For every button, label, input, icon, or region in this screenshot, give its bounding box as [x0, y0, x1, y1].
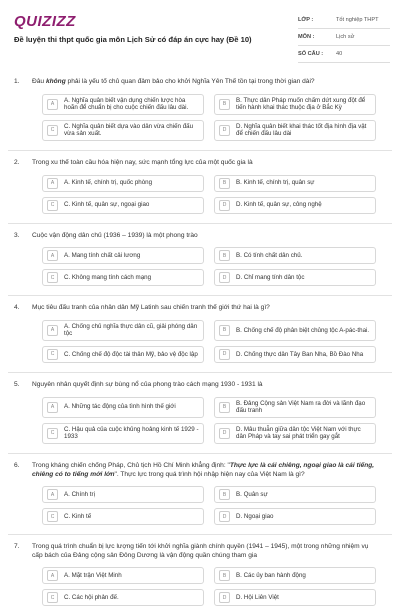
option-letter: A: [47, 570, 58, 581]
option-letter: B: [219, 402, 230, 413]
option-text: B. Có tính chất dân chủ.: [236, 251, 303, 259]
answer-option[interactable]: [42, 94, 204, 115]
answer-options: [42, 567, 376, 606]
answer-option[interactable]: [42, 320, 204, 341]
quizizz-logo[interactable]: QUIZIZZ: [14, 13, 76, 30]
option-letter: C: [47, 200, 58, 211]
question-block: [0, 159, 400, 214]
answer-option[interactable]: [42, 486, 204, 503]
divider: [8, 295, 392, 296]
option-letter: A: [47, 178, 58, 189]
answer-option[interactable]: [42, 346, 204, 363]
option-text: D. Ngoại giao: [236, 512, 274, 520]
answer-option[interactable]: [214, 320, 376, 341]
option-text: A. Chính trị: [64, 490, 95, 498]
option-text: B. Chống chế độ phân biệt chủng tộc A-pác-thai.: [236, 326, 370, 334]
option-letter: C: [47, 511, 58, 522]
answer-option[interactable]: [214, 589, 376, 606]
option-letter: B: [219, 99, 230, 110]
question-number: 5.: [14, 380, 20, 388]
option-letter: B: [219, 178, 230, 189]
meta-key: LỚP :: [298, 17, 314, 23]
answer-option[interactable]: [42, 120, 204, 141]
question-block: [0, 78, 400, 141]
option-text: A. Nghĩa quân biết vận dụng chiến lược hòa hoãn để chuẩn bị cho cuộc chiến đấu lâu dài.: [64, 96, 189, 112]
option-text: C. Không mang tính cách mạng: [64, 273, 152, 281]
option-text: B. Quân sự: [236, 490, 268, 498]
option-text: D. Chỉ mang tính dân tộc: [236, 273, 305, 281]
option-text: D. Chống thực dân Tây Ban Nha, Bồ Đào Nha: [236, 350, 364, 358]
meta-key: SỐ CÂU :: [298, 51, 324, 57]
option-text: B. Kinh tế, chính trị, quân sự: [236, 179, 315, 187]
answer-option[interactable]: [214, 269, 376, 286]
question-text: Cuộc vận động dân chủ (1936 – 1939) là một phong trào: [32, 231, 198, 239]
answer-options: [42, 320, 376, 363]
question-text-suffix: phải là yếu tố chủ quan đảm bảo cho khởi Nghĩa Yên Thế tồn tại trong thời gian dài?: [65, 78, 315, 85]
option-text: C. Hậu quả của cuộc khủng hoảng kinh tế 1929 - 1933: [64, 425, 199, 441]
answer-option[interactable]: [214, 120, 376, 141]
question-text: Nguyên nhân quyết định sự bùng nổ của phong trào cách mạng 1930 - 1931 là: [32, 380, 263, 388]
question-block: [0, 381, 400, 444]
answer-option[interactable]: [42, 567, 204, 584]
option-text: D. Kinh tế, quân sự, công nghệ: [236, 201, 322, 209]
question-text-suffix: ". Thực lực trong quá trình hội nhập hiện nay của Việt Nam là gì?: [114, 470, 305, 478]
question-block: [0, 543, 400, 606]
question-text: Trong xu thế toàn cầu hóa hiện nay, sức mạnh tổng lực của một quốc gia là: [32, 158, 253, 166]
option-letter: B: [219, 489, 230, 500]
meta-value: Lịch sử: [336, 34, 355, 40]
answer-options: [42, 247, 376, 286]
divider: [8, 150, 392, 151]
option-text: C. Chống chế độ độc tài thân Mỹ, bảo vệ độc lập: [64, 350, 198, 358]
option-text: A. Mang tính chất cải lương: [64, 251, 141, 259]
answer-option[interactable]: [214, 247, 376, 264]
question-number: 7.: [14, 543, 20, 551]
answer-options: [42, 94, 376, 141]
question-text-emphasis: Thực lực là cái chiêng, ngoại giao là cái tiếng, chiêng có to tiếng mới lớn: [32, 461, 375, 478]
option-letter: D: [219, 200, 230, 211]
option-letter: C: [47, 272, 58, 283]
meta-row-count: [298, 46, 390, 63]
answer-option[interactable]: [214, 486, 376, 503]
answer-option[interactable]: [214, 94, 376, 115]
option-letter: A: [47, 402, 58, 413]
meta-row-subject: [298, 29, 390, 46]
option-letter: A: [47, 250, 58, 261]
option-letter: B: [219, 570, 230, 581]
answer-option[interactable]: [214, 423, 376, 444]
answer-option[interactable]: [42, 269, 204, 286]
question-text-emphasis: không: [45, 78, 66, 85]
option-letter: A: [47, 489, 58, 500]
option-text: D. Nghĩa quân biết khai thác tốt địa hình địa vật để chiến đấu lâu dài: [236, 122, 367, 138]
answer-option[interactable]: [214, 508, 376, 525]
answer-option[interactable]: [42, 197, 204, 214]
answer-option[interactable]: [214, 567, 376, 584]
option-letter: D: [219, 272, 230, 283]
divider: [8, 534, 392, 535]
option-text: A. Kinh tế, chính trị, quốc phòng: [64, 179, 153, 187]
answer-option[interactable]: [214, 397, 376, 418]
question-number: 2.: [14, 158, 20, 166]
question-text-prefix: Đâu: [32, 78, 46, 85]
answer-option[interactable]: [42, 397, 204, 418]
option-text: C. Kinh tế: [64, 512, 92, 520]
option-letter: B: [219, 325, 230, 336]
answer-option[interactable]: [214, 346, 376, 363]
option-text: B. Đảng Cộng sản Việt Nam ra đời và lãnh đạo đấu tranh: [236, 399, 366, 415]
question-number: 3.: [14, 231, 20, 239]
option-letter: C: [47, 592, 58, 603]
answer-options: [42, 486, 376, 525]
meta-row-class: [298, 12, 390, 29]
option-text: D. Hội Liên Việt: [236, 593, 279, 601]
question-text: Trong quá trình chuẩn bị lực lượng tiến tới khởi nghĩa giành chính quyền (1941 – 1945), một trong những nhiệm vụ cấp bách của Đảng cộng sản Đông Dương là vận động quần chúng tham gia: [32, 543, 369, 559]
option-text: C. Các hội phản đế.: [64, 593, 119, 601]
page-title: Đề luyện thi thpt quốc gia môn Lịch Sử có đáp án cực hay (Đề 10): [14, 35, 252, 44]
option-text: B. Các ủy ban hành động: [236, 571, 306, 579]
question-text: [32, 462, 376, 479]
option-text: C. Kinh tế, quân sự, ngoại giao: [64, 201, 150, 209]
answer-option[interactable]: [42, 508, 204, 525]
option-letter: D: [219, 511, 230, 522]
header: [0, 0, 400, 64]
divider: [8, 372, 392, 373]
option-letter: A: [47, 325, 58, 336]
answer-options: [42, 175, 376, 214]
option-letter: C: [47, 428, 58, 439]
question-text-prefix: Trong kháng chiến chống Pháp, Chủ tịch Hồ Chí Minh khẳng định: ": [32, 461, 230, 469]
answer-option[interactable]: [42, 247, 204, 264]
question-number: 4.: [14, 304, 20, 312]
answer-option[interactable]: [42, 589, 204, 606]
option-letter: C: [47, 125, 58, 136]
option-letter: D: [219, 125, 230, 136]
answer-option[interactable]: [42, 175, 204, 192]
option-letter: D: [219, 592, 230, 603]
option-text: B. Thực dân Pháp muốn chấm dứt xung đột để tiến hành khai thác thuộc địa ở Bắc Kỳ: [236, 96, 366, 112]
option-text: A. Những tác động của tình hình thế giới: [64, 403, 176, 411]
question-text: Mục tiêu đấu tranh của nhân dân Mỹ Latinh sau chiến tranh thế giới thứ hai là gì?: [32, 304, 270, 312]
answer-option[interactable]: [42, 423, 204, 444]
divider: [8, 453, 392, 454]
option-text: C. Nghĩa quân biết dựa vào dân vừa chiến đấu vừa sản xuất.: [64, 122, 194, 138]
question-block: [0, 232, 400, 287]
question-text: [32, 78, 376, 87]
question-block: [0, 462, 400, 525]
question-block: [0, 304, 400, 363]
meta-key: MÔN :: [298, 34, 315, 40]
option-text: A. Mặt trận Việt Minh: [64, 571, 122, 579]
divider: [8, 223, 392, 224]
option-letter: D: [219, 349, 230, 360]
option-text: D. Mâu thuẫn giữa dân tộc Việt Nam với thực dân Pháp và tay sai phát triển gay gắt: [236, 425, 361, 441]
answer-option[interactable]: [214, 175, 376, 192]
question-list: [0, 78, 400, 615]
question-number: 1.: [14, 78, 20, 85]
question-number: 6.: [14, 461, 20, 469]
quiz-meta: [298, 12, 390, 63]
option-letter: D: [219, 428, 230, 439]
option-letter: B: [219, 250, 230, 261]
meta-value: Tốt nghiệp THPT: [336, 17, 379, 23]
option-text: A. Chống chủ nghĩa thực dân cũ, giải phóng dân tộc: [64, 322, 198, 338]
option-letter: A: [47, 99, 58, 110]
answer-options: [42, 397, 376, 444]
option-letter: C: [47, 349, 58, 360]
answer-option[interactable]: [214, 197, 376, 214]
meta-value: 40: [336, 51, 343, 57]
